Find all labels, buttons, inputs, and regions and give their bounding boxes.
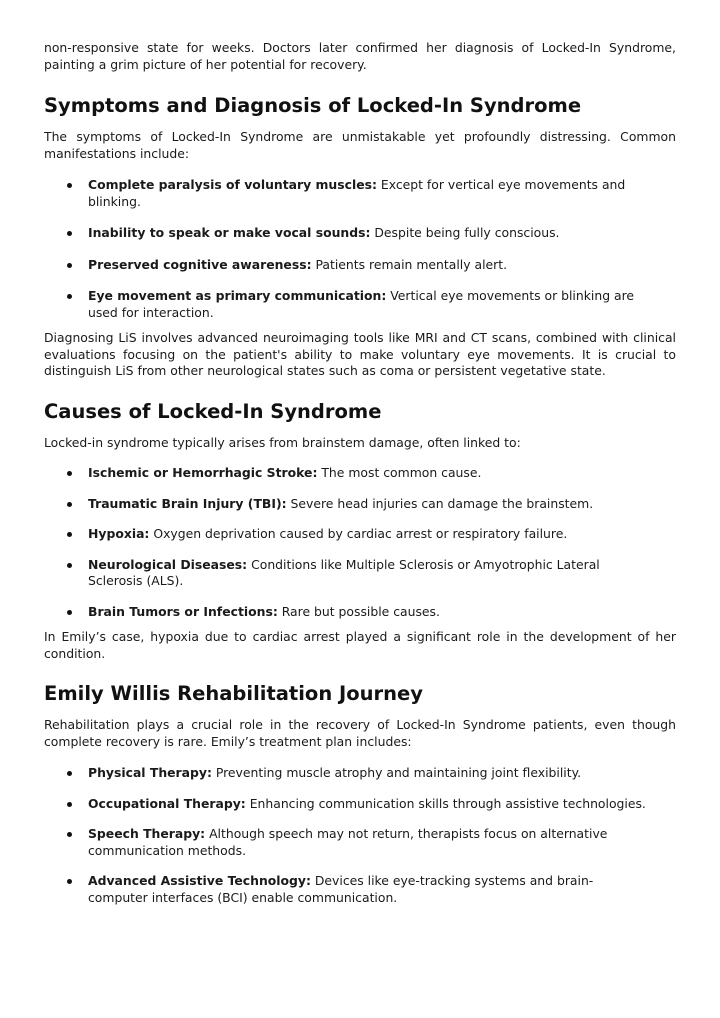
section-heading-causes: Causes of Locked-In Syndrome [44,399,382,423]
list-item-term: Advanced Assistive Technology: [88,873,311,888]
list-item-desc: Severe head injuries can damage the brainstem. [286,495,594,511]
list-item-term: Neurological Diseases: [88,556,248,572]
list-item [88,873,676,906]
section-closing: In Emily’s case, hypoxia due to cardiac arrest played a significant role in the development of her condition. [44,629,676,661]
list-item-desc: Patients remain mentally alert. [311,256,508,272]
list-item [88,796,676,813]
list-item-term: Complete paralysis of voluntary muscles: [88,177,377,192]
list-item-term: Hypoxia: [88,526,150,541]
list-item [88,826,676,859]
list-item [88,765,676,782]
section-lead: The symptoms of Locked-In Syndrome are unmistakable yet profoundly distressing. Common manifestations include: [44,129,676,161]
intro-paragraph: non-responsive state for weeks. Doctors later confirmed her diagnosis of Locked-In Syndrome, painting a grim picture of her potential for recovery. [44,40,676,72]
list-item-desc: Devices like eye-tracking systems and brain-computer interfaces (BCI) enable communication. [88,873,594,905]
list-item-term: Inability to speak or make vocal sounds: [88,225,371,240]
list-item-term: Traumatic Brain Injury (TBI): [88,495,287,511]
list-item [88,496,676,513]
list-item-desc: Although speech may not return, therapists focus on alternative communication methods. [88,826,608,858]
list-item-term: Occupational Therapy: [88,795,246,811]
symptoms-list [44,177,676,321]
section-lead: Locked-in syndrome typically arises from brainstem damage, often linked to: [44,434,521,450]
list-item-desc: Except for vertical eye movements and blinking. [88,177,626,209]
list-item-term: Preserved cognitive awareness: [88,256,312,272]
section-lead: Rehabilitation plays a crucial role in the recovery of Locked-In Syndrome patients, even though complete recovery is rare. Emily’s treatment plan includes: [44,717,676,749]
causes-list [44,465,676,620]
list-item-desc: Enhancing communication skills through assistive technologies. [245,795,646,811]
list-item-desc: Rare but possible causes. [277,603,440,619]
section-closing: Diagnosing LiS involves advanced neuroimaging tools like MRI and CT scans, combined with clinical evaluations focusing on the patient's ability to make voluntary eye movements. It is crucial to distinguish LiS from other neurological states such as coma or persistent vegetative state. [44,330,676,378]
list-item-desc: The most common cause. [317,465,482,480]
list-item [88,604,676,621]
list-item-term: Brain Tumors or Infections: [88,603,278,619]
list-item-desc: Despite being fully conscious. [370,225,560,240]
list-item [88,225,676,242]
list-item [88,288,676,321]
section-heading-rehabilitation: Emily Willis Rehabilitation Journey [44,682,423,705]
section-heading-symptoms: Symptoms and Diagnosis of Locked-In Syndrome [44,94,582,117]
list-item [88,557,676,590]
list-item-term: Speech Therapy: [88,826,206,841]
list-item-term: Eye movement as primary communication: [88,288,387,303]
list-item [88,465,676,482]
list-item-desc: Conditions like Multiple Sclerosis or Amyotrophic Lateral Sclerosis (ALS). [88,556,600,588]
list-item-term: Physical Therapy: [88,765,212,780]
rehabilitation-list [44,765,676,906]
list-item [88,177,676,210]
list-item-desc: Preventing muscle atrophy and maintaining joint flexibility. [211,765,582,780]
list-item-desc: Oxygen deprivation caused by cardiac arrest or respiratory failure. [149,526,568,541]
list-item-desc: Vertical eye movements or blinking are used for interaction. [88,288,635,320]
list-item [88,257,676,274]
list-item-term: Ischemic or Hemorrhagic Stroke: [88,465,318,480]
list-item [88,526,676,543]
